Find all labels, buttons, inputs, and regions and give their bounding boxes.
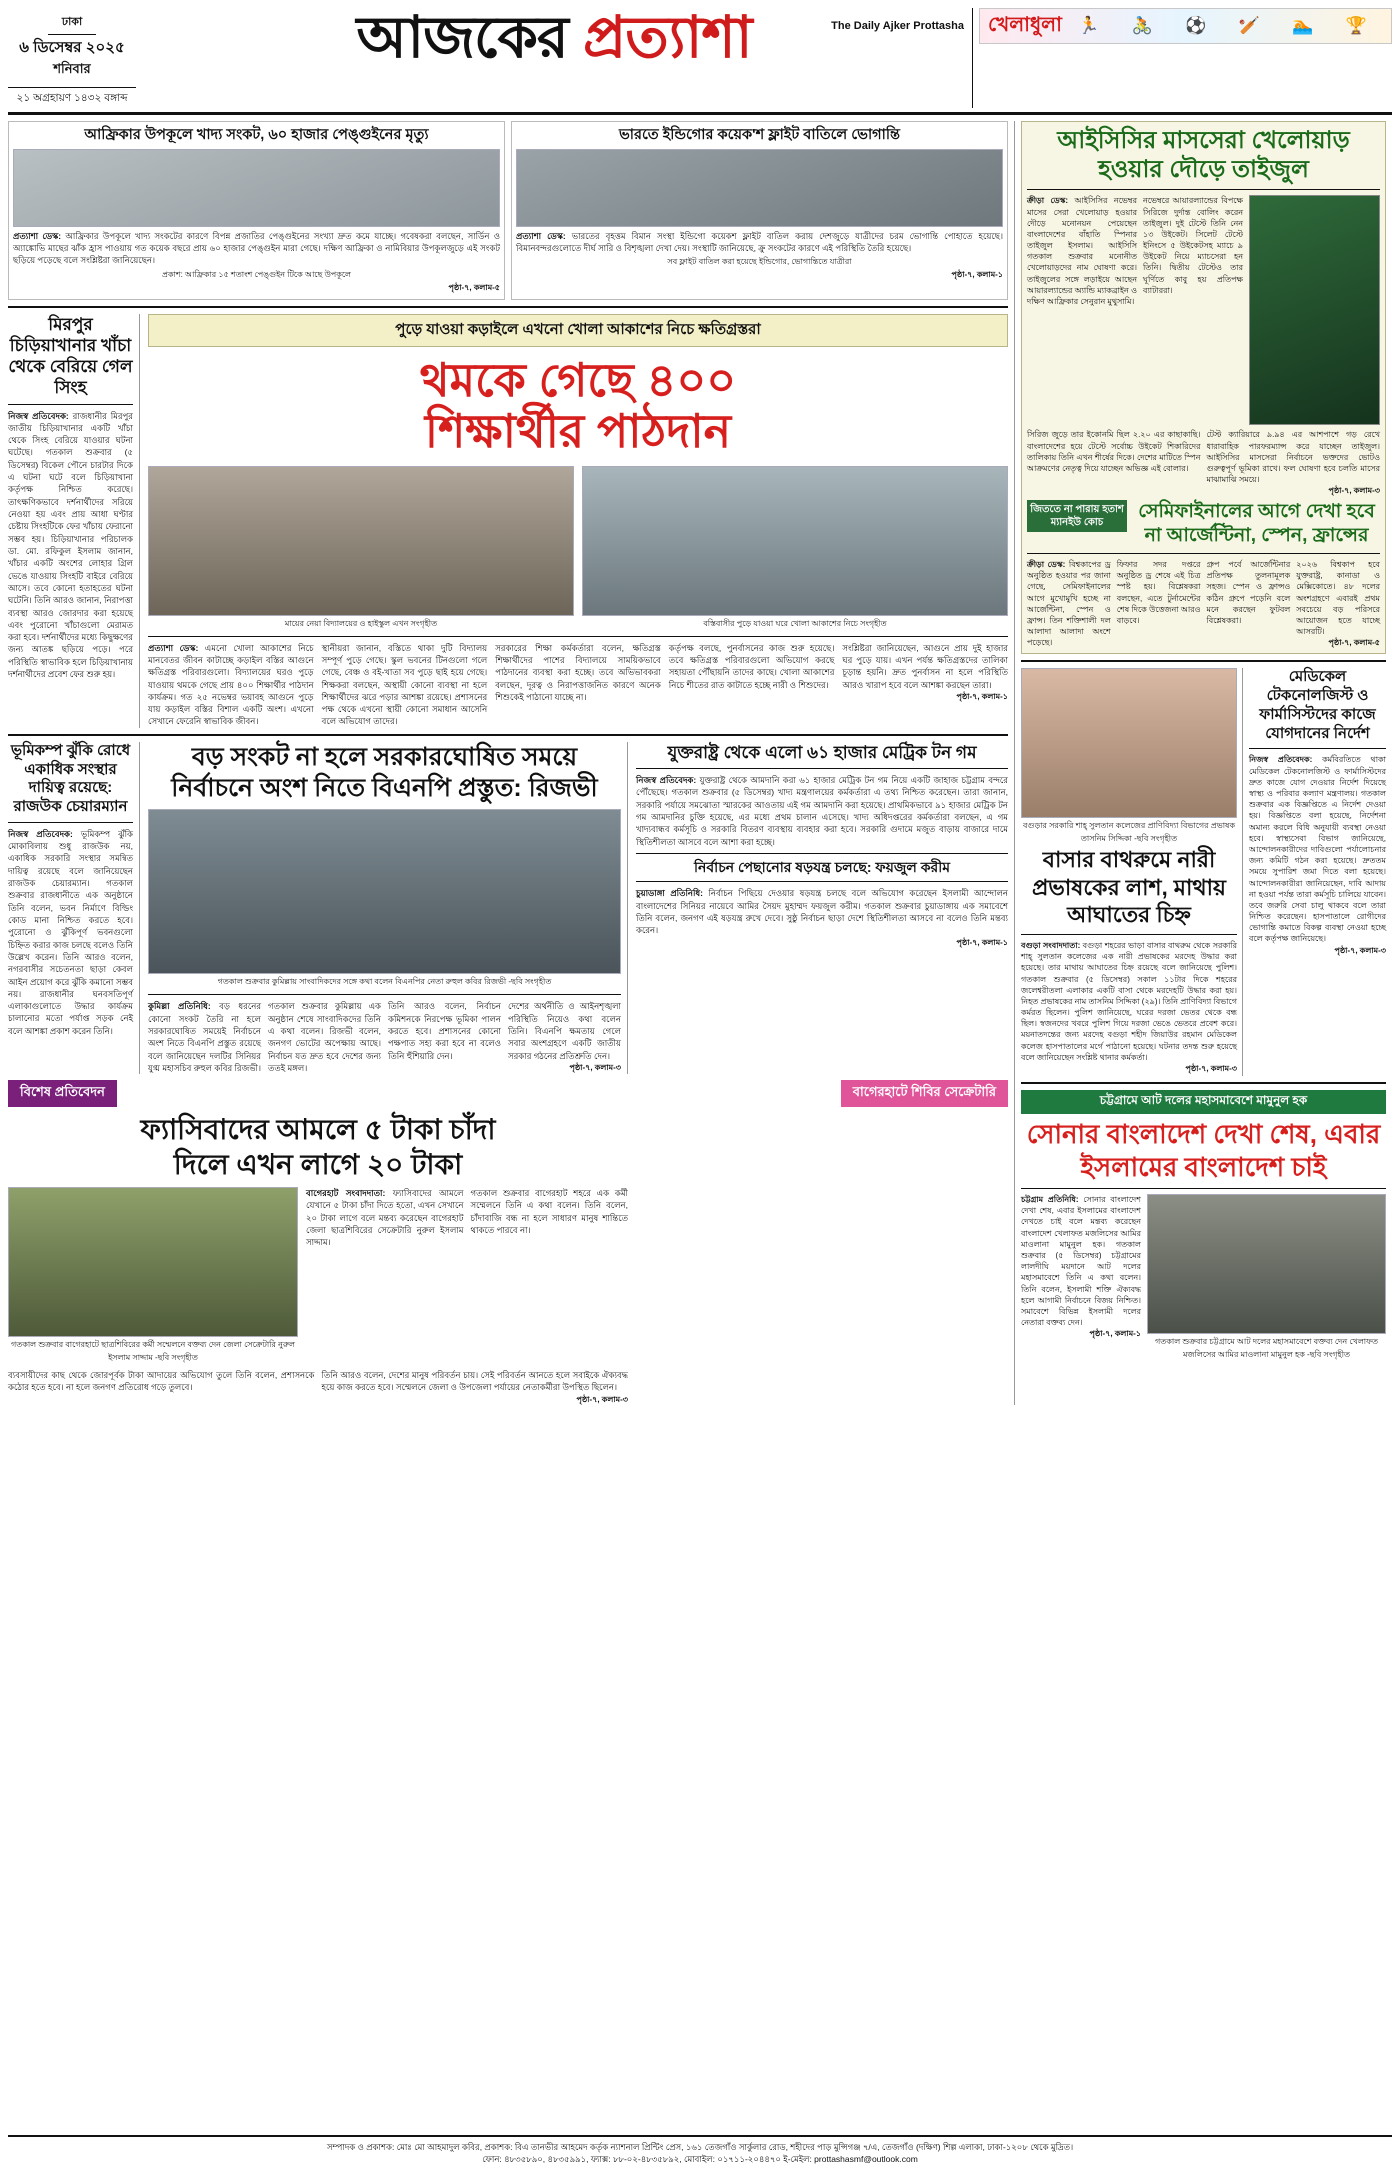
- story-byline: নিজস্ব প্রতিবেদক:: [8, 828, 73, 839]
- story-caption: প্রকাশ: আফ্রিকার ১৫ শতাংশ পেঙ্গুইন টিকে আছে উপকূলে: [161, 269, 352, 279]
- badge-manu-coach: জিততে না পারায় হতাশ ম্যানইউ কোচ: [1027, 500, 1127, 532]
- story-col-3: ব্যবসায়ীদের কাছ থেকে জোরপূর্বক টাকা আদায়ের অভিযোগ তুলে তিনি বলেন, প্রশাসনকে কঠোর হতে হবে। না হলে জনগণ প্রতিরোধ গড়ে তুলবে।: [8, 1370, 315, 1393]
- story-body: বগুড়া শহরের ভাড়া বাসার বাথরুম থেকে সরকারি শাহ্ সুলতান কলেজের এক নারী প্রভাষকের মরদেহ উদ্ধার করা হয়েছে। তার মাথায় আঘাতের চিহ্ন রয়েছে বলে জানিয়েছে পুলিশ। গতকাল শুক্রবার (৫ ডিসেম্বর) সকাল ১১টার দিকে শহরের জলেশ্বরীতলা এলাকার একটি বাসা থেকে মরদেহটি উদ্ধার করা হয়। নিহত প্রভাষকের নাম তাসনিম সিদ্দিকা (২৯)। তিনি প্রাণিবিদ্যা বিভাগে কর্মরত ছিলেন। পুলিশ জানিয়েছে, ঘরের দরজা ভেতর থেকে বন্ধ ছিল। স্বজনদের খবরে পুলিশ গিয়ে দরজা ভেঙে ভেতরে প্রবেশ করে। ময়নাতদন্তের জন্য মরদেহ বগুড়া শহীদ জিয়াউর রহমান মেডিকেল কলেজ হাসপাতালের মর্গে পাঠানো হয়েছে। ঘটনার তদন্ত শুরু হয়েছে বলে জানিয়েছেন সংশ্লিষ্ট থানার কর্মকর্তা।: [1021, 940, 1237, 1062]
- story-continued: পৃষ্ঠা-৭, কলাম-৩: [569, 1062, 621, 1072]
- lead-caption-left: মায়ের নেয়া বিদ্যালয়ের ও হাইস্কুল এখন সংগৃহীত: [284, 618, 438, 628]
- story-headline: ভারতে ইন্ডিগোর কয়েক'শ ফ্লাইট বাতিলে ভোগান্তি: [618, 126, 901, 143]
- sports-photo-player: [1249, 195, 1380, 425]
- story-caption: গতকাল শুক্রবার বাগেরহাটে ছাত্রশিবিরের কর্মী সম্মেলনে বক্তব্য দেন জেলা সেক্রেটারি নুরুল ইসলাম সাদ্দাম -ছবি সংগৃহীত: [11, 1340, 295, 1363]
- story-continued: পৃষ্ঠা-৭, কলাম-৫: [448, 282, 500, 292]
- story-body: কর্মবিরতিতে থাকা মেডিকেল টেকনোলজিস্ট ও ফার্মাসিস্টদের দ্রুত কাজে যোগ দেওয়ার নির্দেশ দিয়েছে স্বাস্থ্য ও পরিবার কল্যাণ মন্ত্রণালয়। গতকাল শুক্রবার এক বিজ্ঞপ্তিতে এ নির্দেশ দেওয়া হয়। বিজ্ঞপ্তিতে বলা হয়েছে, নির্দেশনা অমান্য করলে বিধি অনুযায়ী ব্যবস্থা নেওয়া হবে। স্বাস্থ্যসেবা বিভাগ জানিয়েছে, আন্দোলনকারীদের দাবিগুলো পর্যালোচনার জন্য কমিটি গঠন করা হয়েছে। দ্রুততম সময়ে সুপারিশ জমা দিতে বলা হয়েছে। আন্দোলনকারীরা জানিয়েছেন, দাবি আদায় না হওয়া পর্যন্ত তারা কর্মসূচি চালিয়ে যাবেন। তবে জরুরি সেবা চালু থাকবে বলে তারা নিশ্চিত করেছেন। হাসপাতালে রোগীদের ভোগান্তি কমাতে বিকল্প ব্যবস্থা নেওয়া হচ্ছে বলে কর্তৃপক্ষ জানিয়েছে।: [1249, 755, 1386, 944]
- sports-sub-continued: পৃষ্ঠা-৭, কলাম-৫: [1328, 638, 1380, 648]
- lead-photo-tent: [582, 466, 1008, 616]
- story-continued: পৃষ্ঠা-৭, কলাম-৩: [576, 1394, 628, 1404]
- story-wheat-import: [636, 742, 1008, 1074]
- story-headline-line1: সোনার বাংলাদেশ দেখা শেষ, এবার: [1026, 1119, 1381, 1150]
- story-earthquake-risk: [8, 742, 140, 1074]
- story-col-1: ফ্যাসিবাদের আমলে যেখানে ৫ টাকা চাঁদা দিতে হতো, এখন সেখানে ২০ টাকা লাগে বলে মন্তব্য করেছেন বাগেরহাট জেলা ছাত্রশিবিরের সেক্রেটারি নুরুল ইসলাম সাদ্দাম।: [306, 1188, 464, 1248]
- lead-headline-line2: শিক্ষার্থীর পাঠদান: [424, 405, 732, 458]
- sports-headline-line2: হওয়ার দৌড়ে তাইজুল: [1098, 155, 1309, 183]
- top-stories-row: [8, 121, 1008, 300]
- cricket-icon: 🏏: [1238, 16, 1260, 35]
- lead-col-1: এমনো খোলা আকাশের নিচে মানবেতর জীবন কাটাচ্ছে কড়াইল বস্তির আগুনে ক্ষতিগ্রস্ত পরিবারগুলো। বিদ্যালয়ের ঘরও পুড়ে যাওয়ায় থমকে গেছে প্রায় ৪০০ শিক্ষার্থীর পাঠদান কার্যক্রম। গত ২৫ নভেম্বর ভয়াবহ আগুনে পুড়ে যায় কড়াইল বস্তির বিশাল একটি অংশ। এখনো সেখানে ফেরেনি স্বাভাবিক জীবন।: [148, 642, 314, 727]
- sports-sub-col-4: ২০২৬ বিশ্বকাপ হবে যুক্তরাষ্ট্র, কানাডা ও মেক্সিকোতে। ৪৮ দলের অংশগ্রহণে এবারই প্রথম সবচেয়ে বড় পরিসরে আয়োজন হতে যাচ্ছে আসরটি।: [1296, 559, 1380, 637]
- special-report-tags: [8, 1080, 1008, 1107]
- masthead-sports-band: [972, 8, 1392, 108]
- lead-col-4: কর্তৃপক্ষ বলছে, পুনর্বাসনের কাজ শুরু হয়েছে। তবে ক্ষতিগ্রস্ত পরিবারগুলো অভিযোগ করছে সহায়তা পৌঁছায়নি তাদের কাছে। খোলা আকাশের নিচে শীতের রাত কাটাতে হচ্ছে নারী ও শিশুদের।: [668, 642, 835, 690]
- page-footer: [8, 2135, 1392, 2167]
- masthead-date-gregorian: ৬ ডিসেম্বর ২০২৫: [19, 39, 125, 56]
- story-photo: [13, 149, 500, 227]
- story-headline-line1: ফ্যাসিবাদের আমলে ৫ টাকা চাঁদা: [140, 1114, 496, 1146]
- lead-area: [8, 314, 1008, 728]
- main-column: [8, 121, 1008, 1406]
- sports-band-label: খেলাধুলা: [988, 13, 1062, 36]
- story-byline: চট্টগ্রাম প্রতিনিধি:: [1021, 1195, 1079, 1205]
- story-byline: বাগেরহাট সংবাদদাতা:: [306, 1188, 386, 1199]
- story-col-2: গতকাল শুক্রবার কুমিল্লায় এক অনুষ্ঠান শেষে সাংবাদিকদের তিনি এ কথা বলেন। রিজভী বলেন, জনগণ ভোটের অপেক্ষায় আছে। নির্বাচন যত দ্রুত হবে দেশের জন্য ততই মঙ্গল।: [268, 1001, 381, 1073]
- story-byline: কুমিল্লা প্রতিনিধি:: [148, 1001, 211, 1012]
- story-lecturer-death: [1021, 668, 1243, 1076]
- story-col-3: তিনি আরও বলেন, নির্বাচন কমিশনকে নিরপেক্ষ ভূমিকা পালন করতে হবে। প্রশাসনের কোনো পক্ষপাত সহ্য করা হবে না বলেও তিনি হুঁশিয়ারি দেন।: [388, 1001, 501, 1061]
- story-medical-technologists: [1249, 668, 1386, 1076]
- masthead-date-bangla: ২১ অগ্রহায়ণ ১৪৩২ বঙ্গাব্দ: [8, 87, 136, 108]
- sports-story-taijul: [1021, 121, 1386, 655]
- story-headline: বাসার বাথরুমে নারী প্রভাষকের লাশ, মাথায় আঘাতের চিহ্ন: [1032, 847, 1226, 928]
- story-continued: পৃষ্ঠা-৭, কলাম-১: [1089, 1329, 1141, 1339]
- story-headline: আফ্রিকার উপকূলে খাদ্য সংকট, ৬০ হাজার পেঙ্গুইনের মৃত্যু: [84, 126, 429, 143]
- sports-col-2: নভেম্বরে আয়ারল্যান্ডের বিপক্ষে সিরিজে দুর্দান্ত বোলিং করেন তাইজুল। দুই টেস্টে তিনি নেন ১৩ উইকেট। সিলেট টেস্টে ইনিংসে ৫ উইকেটসহ ম্যাচে ৯ উইকেট নিয়ে ম্যাচসেরা হন তিনি। দ্বিতীয় টেস্টেও তার ঘূর্ণিতে কাবু হয় প্রতিপক্ষ ব্যাটাররা।: [1143, 196, 1243, 295]
- middle-band: [8, 742, 1008, 1074]
- right-column: [1014, 121, 1386, 1406]
- sports-col-3: সিরিজ জুড়ে তার ইকোনমি ছিল ২.২০ এর কাছাকাছি। বাংলাদেশের হয়ে টেস্টে সর্বোচ্চ উইকেট শিকারিদের তালিকায় তিনি এখন শীর্ষের দিকে। দেশের মাটিতে স্পিন আক্রমণের নেতৃত্ব দিয়ে যাচ্ছেন অভিজ্ঞ এই বোলার।: [1027, 430, 1201, 473]
- sports-col-4: টেস্ট ক্যারিয়ারে ৯.৯৪ এর আশপাশে গড় রেখে ধারাবাহিক পারফরম্যান্স করে যাচ্ছেন তাইজুল। আইসিসির মাসসেরা নির্বাচনে ভক্তদের ভোটও গুরুত্বপূর্ণ ভূমিকা রাখে। ফল ঘোষণা হবে চলতি মাসের মাঝামাঝি সময়ে।: [1206, 430, 1380, 485]
- sports-runner-icons: [1062, 16, 1383, 36]
- story-col-1: বড় ধরনের কোনো সংকট তৈরি না হলে সরকারঘোষিত সময়েই নির্বাচনে অংশ নিতে বিএনপি প্রস্তুত রয়েছে বলে জানিয়েছেন দলটির সিনিয়র যুগ্ম মহাসচিব রুহুল কবির রিজভী।: [148, 1001, 262, 1073]
- tag-bagerhat-shibir: বাগেরহাটে শিবির সেক্রেটারি: [841, 1080, 1008, 1107]
- trophy-icon: 🏆: [1345, 16, 1367, 35]
- story-headline: মেডিকেল টেকনোলজিস্ট ও ফার্মাসিস্টদের কাজে যোগদানের নির্দেশ: [1259, 668, 1376, 742]
- story-body: রাজধানীর মিরপুর জাতীয় চিড়িয়াখানার একটি খাঁচা থেকে সিংহ বেরিয়ে যাওয়ার ঘটনা ঘটেছে। গতকাল শুক্রবার (৫ ডিসেম্বর) বিকেল পৌনে চারটার দিকে এ ঘটনা ঘটে বলে চিড়িয়াখানা কর্তৃপক্ষ নিশ্চিত করেছে। তাৎক্ষণিকভাবে দর্শনার্থীদের সরিয়ে নেওয়া হয় এবং প্রায় আধা ঘণ্টার চেষ্টায় সিংহটিকে ফের খাঁচায় ফেরানো সম্ভব হয়। চিড়িয়াখানার পরিচালক ডা. মো. রফিকুল ইসলাম জানান, খাঁচার একটি অংশের লোহার গ্রিল ভেঙে যাওয়ায় সিংহটি বাইরে বেরিয়ে আসে। তবে কোনো হতাহতের ঘটনা ঘটেনি। তিনি আরও জানান, নিরাপত্তা ব্যবস্থা আরও জোরদার করা হয়েছে এবং পুরোনো খাঁচাগুলো মেরামত করা হবে। দর্শনার্থীদের মধ্যে কিছুক্ষণের জন্য আতঙ্ক ছড়িয়ে পড়ে। পরে পরিস্থিতি স্বাভাবিক হলে চিড়িয়াখানায় দর্শনার্থীদের প্রবেশ ফের শুরু হয়।: [8, 410, 133, 680]
- story-byline: বগুড়া সংবাদদাতা:: [1021, 940, 1081, 950]
- logo-word-2: প্রত্যাশা: [582, 5, 752, 70]
- footer-imprint: সম্পাদক ও প্রকাশক: মোঃ মো আহমাদুল কবির, প্রকাশক: বিএ তানভীর আহমেদ কর্তৃক ন্যাশনাল প্রিন্টিং প্রেস, ১৬১ তেজগাঁও সার্কুলার রোড, শহীদের পাড় মুন্সিগঞ্জ ৭/এ, তেজগাঁও (দক্ষিণ) শিল্প এলাকা, ঢাকা-১২০৮ থেকে মুদ্রিত।: [326, 2141, 1074, 2152]
- story-body: ভূমিকম্প ঝুঁকি মোকাবিলায় শুধু রাজউক নয়, একাধিক সরকারি সংস্থার সমন্বিত দায়িত্ব রয়েছে বলে জানিয়েছেন রাজউক চেয়ারম্যান। গতকাল শুক্রবার রাজধানীতে এক অনুষ্ঠানে তিনি বলেন, ভবন নির্মাণে বিল্ডিং কোড মানা নিশ্চিত করতে হবে। পুরোনো ও ঝুঁকিপূর্ণ ভবনগুলো চিহ্নিত করার কাজ চলছে বলেও তিনি উল্লেখ করেন। তিনি আরও বলেন, নগরবাসীর সচেতনতা ছাড়া কেবল আইন প্রয়োগ করে ঝুঁকি কমানো সম্ভব নয়। রাজধানীর ঘনবসতিপূর্ণ এলাকাগুলোতে উদ্ধার কার্যক্রম চালানোর মতো পর্যাপ্ত সড়ক নেই বলে আশঙ্কা প্রকাশ করেন তিনি।: [8, 828, 133, 1036]
- tag-special-report: বিশেষ প্রতিবেদন: [8, 1080, 117, 1107]
- story-zoo-lion: [8, 314, 140, 728]
- logo-word-1: আজকের: [356, 5, 568, 70]
- lead-caption-right: বস্তিবাসীর পুড়ে যাওয়া ঘরে খোলা আকাশের নিচে সংগৃহীত: [703, 618, 887, 628]
- story-ctg-rally: [1021, 1090, 1386, 1362]
- story-continued: পৃষ্ঠা-৭, কলাম-৩: [1334, 945, 1386, 955]
- story-continued: পৃষ্ঠা-৭, কলাম-১: [956, 937, 1008, 947]
- lead-byline: প্রত্যাশা ডেস্ক:: [148, 642, 199, 653]
- story-caption: সব ফ্লাইট বাতিল করা হয়েছে ইন্ডিগোর, ভোগান্তিতে যাত্রীরা: [667, 257, 852, 267]
- story-byline: নিজস্ব প্রতিবেদক:: [636, 775, 697, 785]
- story-continued: পৃষ্ঠা-৭, কলাম-১: [951, 270, 1003, 280]
- tag-ctg-rally: চট্টগ্রামে আট দলের মহাসমাবেশে মামুনুল হক: [1021, 1090, 1386, 1114]
- lead-headline-line1: থমকে গেছে ৪০০: [419, 353, 737, 406]
- story-headline: বড় সংকট না হলে সরকারঘোষিত সময়ে নির্বাচনে অংশ নিতে বিএনপি প্রস্তুত: রিজভী: [171, 742, 598, 802]
- story-subhead: নির্বাচন পেছানোর ষড়যন্ত্র চলছে: ফয়জুল করীম: [693, 858, 950, 875]
- story-bnp-election: [148, 742, 628, 1074]
- sports-sub-col-1: বিশ্বকাপের ড্র অনুষ্ঠিত হওয়ার পর জানা গেছে, সেমিফাইনালের আগে মুখোমুখি হচ্ছে না আর্জেন্টিনা, স্পেন ও ফ্রান্স। তিন শক্তিশালী দল আলাদা আলাদা অংশে পড়েছে।: [1027, 559, 1111, 648]
- sports-sub-headline-line1: সেমিফাইনালের আগে দেখা হবে: [1138, 501, 1375, 523]
- story-headline: মিরপুর চিড়িয়াখানার খাঁচা থেকে বেরিয়ে গেল সিংহ: [8, 314, 133, 398]
- story-indigo-flights: [511, 121, 1008, 300]
- story-byline: প্রত্যাশা ডেস্ক:: [516, 230, 566, 241]
- sports-col-1: আইসিসির নভেম্বর মাসের সেরা খেলোয়াড় হওয়ার দৌড়ে মনোনয়ন পেয়েছেন বাংলাদেশের বাঁহাতি স্পিনার তাইজুল ইসলাম। আইসিসি গতকাল শুক্রবার মনোনীত খেলোয়াড়দের নাম ঘোষণা করে। তাইজুলের সঙ্গে লড়াইয়ে আছেন আয়ারল্যান্ডের অ্যান্ডি ম্যাকব্রাইন ও দক্ষিণ আফ্রিকার সেনুরান মুথুসামি।: [1027, 196, 1137, 307]
- story-col-2: গতকাল শুক্রবার বাগেরহাট শহরে এক কর্মী সম্মেলনে তিনি এ কথা বলেন। তিনি বলেন, চাঁদাবাজি বন্ধ না হলে সাধারণ মানুষ শান্তিতে থাকতে পারবে না।: [470, 1188, 628, 1236]
- story-byline: নিজস্ব প্রতিবেদক:: [1249, 755, 1313, 765]
- footer-contact: ফোন: ৪৮৩৫৮৯০, ৪৮৩৫৯৯১, ফ্যাক্স: ৮৮-০২-৪৮৩৫৮৯২, মোবাইল: ০১৭১১-২০৪৪৭০ ই-মেইল: prottashasmf@outlook.com: [482, 2154, 918, 2165]
- right-lower-row: [1021, 668, 1386, 1076]
- sports-headline-line1: আইসিসির মাসসেরা খেলোয়াড়: [1057, 126, 1350, 154]
- story-photo: [1021, 668, 1237, 818]
- story-col-4: দেশের অর্থনীতি ও আইনশৃঙ্খলা পরিস্থিতি নিয়েও কথা বলেন তিনি। বিএনপি ক্ষমতায় গেলে সবার অংশগ্রহণে একটি জাতীয় সরকার গঠনের প্রতিশ্রুতি দেন।: [508, 1001, 621, 1061]
- cyclist-icon: 🚴: [1131, 16, 1153, 35]
- story-byline: প্রত্যাশা ডেস্ক:: [13, 230, 62, 241]
- sports-byline: ক্রীড়া ডেস্ক:: [1027, 196, 1069, 206]
- masthead-day: শনিবার: [53, 60, 91, 76]
- story-body: যুক্তরাষ্ট্র থেকে আমদানি করা ৬১ হাজার মেট্রিক টন গম নিয়ে একটি জাহাজ চট্টগ্রাম বন্দরে পৌঁছেছে। গতকাল শুক্রবার (৫ ডিসেম্বর) খাদ্য মন্ত্রণালয়ের কর্মকর্তারা এ তথ্য নিশ্চিত করেছেন। তারা জানান, সরকারি পর্যায়ে সমঝোতা স্মারকের আওতায় এই গম আমদানি করা হয়েছে। প্রাথমিকভাবে ৯১ হাজার মেট্রিক টন গম আমদানির চুক্তি হয়েছে, এর মধ্যে প্রথম চালান এসেছে। খাদ্য অধিদপ্তরের কর্মকর্তারা বলছেন, এ গম খাদ্যবান্ধব কর্মসূচি ও সরকারি বিতরণ ব্যবস্থায় ব্যবহার করা হবে। সরকারি গুদামে মজুত বাড়ায় বাজারে দামে স্থিতিশীলতা আসবে বলে আশা করা হচ্ছে।: [636, 775, 1008, 847]
- masthead: [8, 5, 1392, 115]
- story-caption: গতকাল শুক্রবার কুমিল্লায় সাংবাদিকদের সঙ্গে কথা বলেন বিএনপির নেতা রুহুল কবির রিজভী -ছবি সংগৃহীত: [217, 977, 552, 987]
- masthead-logo: [136, 5, 972, 108]
- runner-icon: 🏃: [1078, 16, 1100, 35]
- story-caption: গতকাল শুক্রবার চট্টগ্রামে আট দলের মহাসমাবেশে বক্তব্য দেন খেলাফত মজলিসের আমির মাওলানা মামুনুল হক -ছবি সংগৃহীত: [1155, 1337, 1378, 1360]
- lead-story: [148, 314, 1008, 728]
- sports-sub-headline-line2: না আর্জেন্টিনা, স্পেন, ফ্রান্সের: [1144, 525, 1369, 547]
- sports-sub-col-2: ফিফার সদর দপ্তরে অনুষ্ঠিত ড্র শেষে এই চিত্র স্পষ্ট হয়। বিশ্লেষকরা বলছেন, এতে টুর্নামেন্টের শেষ দিকে উত্তেজনা আরও বাড়বে।: [1116, 559, 1201, 625]
- swimmer-icon: 🏊: [1292, 16, 1314, 35]
- story-africa-penguins: [8, 121, 505, 300]
- story-body: আফ্রিকার উপকূলে খাদ্য সংকটের কারণে বিপন্ন প্রজাতির পেঙ্গুইনের সংখ্যা দ্রুত কমে যাচ্ছে। গবেষকরা বলছেন, সার্ডিন ও অ্যাঙ্কোভি মাছের ঝাঁক হ্রাস পাওয়ায় গত কয়েক বছরে প্রায় ৬০ হাজার পেঙ্গুইন মারা গেছে। দক্ষিণ আফ্রিকা ও নামিবিয়ার উপকূলজুড়ে এই সংকট ছড়িয়ে পড়েছে বলে সংশ্লিষ্টরা জানিয়েছেন।: [13, 230, 500, 266]
- sports-sub-col-3: গ্রুপ পর্বে আর্জেন্টিনার প্রতিপক্ষ তুলনামূলক সহজ। স্পেন ও ফ্রান্সও কঠিন গ্রুপে পড়েনি বলে মনে করছেন ফুটবল বিশ্লেষকরা।: [1206, 559, 1291, 625]
- story-extortion: [8, 1112, 1008, 1405]
- masthead-dateblock: [8, 8, 136, 108]
- story-caption: বগুড়ার সরকারি শাহ্ সুলতান কলেজের প্রাণিবিদ্যা বিভাগের প্রভাষক তাসনিম সিদ্দিকা -ছবি সংগৃহীত: [1022, 821, 1236, 844]
- story-byline: নিজস্ব প্রতিবেদক:: [8, 410, 69, 421]
- story-headline: ভূমিকম্প ঝুঁকি রোধে একাধিক সংস্থার দায়িত্ব রয়েছে: রাজউক চেয়ারম্যান: [10, 741, 131, 815]
- lead-photos: [148, 466, 1008, 631]
- masthead-english-name: The Daily Ajker Prottasha: [831, 20, 964, 32]
- story-photo: [1147, 1194, 1386, 1334]
- story-headline-line2: ইসলামের বাংলাদেশ চাই: [1080, 1151, 1327, 1182]
- sports-sub-byline: ক্রীড়া ডেস্ক:: [1027, 559, 1066, 569]
- story-headline: যুক্তরাষ্ট্র থেকে এলো ৬১ হাজার মেট্রিক টন গম: [667, 742, 977, 762]
- story-body: সোনার বাংলাদেশ দেখা শেষ, এবার ইসলামের বাংলাদেশ দেখতে চাই বলে মন্তব্য করেছেন বাংলাদেশ খেলাফত মজলিসের আমির মাওলানা মামুনুল হক। গতকাল শুক্রবার (৫ ডিসেম্বর) চট্টগ্রামের লালদীঘি ময়দানে আট দলের মহাসমাবেশে তিনি এ কথা বলেন। তিনি বলেন, ইসলামী শক্তি ঐক্যবদ্ধ হলে আগামী নির্বাচনে বিজয় নিশ্চিত। সমাবেশে বিভিন্ন ইসলামী দলের নেতারা বক্তব্য দেন।: [1021, 1195, 1141, 1328]
- story-photo: [516, 149, 1003, 227]
- story-photo: [8, 1187, 298, 1337]
- sports-continued: পৃষ্ঠা-৭, কলাম-৩: [1328, 486, 1380, 496]
- lead-col-5: সংশ্লিষ্টরা জানিয়েছেন, আগুনে প্রায় দুই হাজার ঘর পুড়ে যায়। এখন পর্যন্ত ক্ষতিগ্রস্তদের তালিকা চূড়ান্ত হয়নি। দ্রুত পুনর্বাসন না হলে পরিস্থিতি আরও খারাপ হবে বলে আশঙ্কা করছেন তারা।: [842, 642, 1008, 690]
- lead-photo-school: [148, 466, 574, 616]
- story-continued: পৃষ্ঠা-৭, কলাম-৩: [1185, 1064, 1237, 1074]
- story-headline-line2: দিলে এখন লাগে ২০ টাকা: [173, 1149, 463, 1181]
- lead-continued: পৃষ্ঠা-৭, কলাম-১: [956, 691, 1008, 701]
- story-sub-body: নির্বাচন পিছিয়ে দেওয়ার ষড়যন্ত্র চলছে বলে অভিযোগ করেছেন ইসলামী আন্দোলন বাংলাদেশের সিনিয়র নায়েবে আমির সৈয়দ মুহাম্মদ ফয়জুল করীম। গতকাল শুক্রবার চুয়াডাঙ্গায় এক সমাবেশে তিনি বলেন, জনগণ এই ষড়যন্ত্র রুখে দেবে। সুষ্ঠু নির্বাচন ছাড়া দেশে স্থিতিশীলতা আসবে না বলেও তিনি মন্তব্য করেন।: [636, 888, 1008, 936]
- lead-kicker: পুড়ে যাওয়া কড়াইলে এখনো খোলা আকাশের নিচে ক্ষতিগ্রস্তরা: [148, 314, 1008, 347]
- sports-subhead-row: [1027, 500, 1380, 548]
- football-icon: ⚽: [1185, 16, 1207, 35]
- lead-body-columns: [148, 642, 1008, 728]
- masthead-city: ঢাকা: [48, 13, 96, 35]
- story-body: ভারতের বৃহত্তম বিমান সংস্থা ইন্ডিগো কয়েকশ ফ্লাইট বাতিল করায় দেশজুড়ে যাত্রীদের চরম ভোগান্তি পোহাতে হয়েছে। বিমানবন্দরগুলোতে দীর্ঘ সারি ও বিশৃঙ্খলা দেখা দেয়। সংস্থাটি জানিয়েছে, ক্রু সংকটের কারণে এই পরিস্থিতি তৈরি হয়েছে।: [516, 230, 1003, 253]
- story-col-4: তিনি আরও বলেন, দেশের মানুষ পরিবর্তন চায়। সেই পরিবর্তন আনতে হলে সবাইকে ঐক্যবদ্ধ হয়ে কাজ করতে হবে। সম্মেলনে জেলা ও উপজেলা পর্যায়ের নেতাকর্মীরা উপস্থিত ছিলেন।: [321, 1370, 628, 1393]
- story-photo: [148, 809, 621, 974]
- lead-col-3: সরকারের শিক্ষা কর্মকর্তারা বলেন, ক্ষতিগ্রস্ত শিক্ষার্থীদের পাশের বিদ্যালয়ে সাময়িকভাবে পাঠদানের ব্যবস্থা করা হচ্ছে। তবে অভিভাবকরা বলছেন, দূরত্ব ও নিরাপত্তাজনিত কারণে অনেক শিশুকেই পাঠানো যাচ্ছে না।: [495, 642, 661, 702]
- story-sub-byline: চুয়াডাঙ্গা প্রতিনিধি:: [636, 888, 704, 899]
- lead-col-2: স্থানীয়রা জানান, বস্তিতে থাকা দুটি বিদ্যালয় সম্পূর্ণ পুড়ে গেছে। স্কুল ভবনের টিনগুলো গলে গেছে, বেঞ্চ ও বই-খাতা সব পুড়ে ছাই হয়ে গেছে। শিক্ষকরা বলছেন, অস্থায়ী কোনো ব্যবস্থা না হলে শিক্ষার্থীদের ঝরে পড়ার আশঙ্কা রয়েছে। প্রশাসনের পক্ষ থেকে এখনো স্থায়ী কোনো সমাধান আসেনি বলে অভিযোগ তাদের।: [321, 642, 488, 727]
- page-body: [8, 121, 1392, 1406]
